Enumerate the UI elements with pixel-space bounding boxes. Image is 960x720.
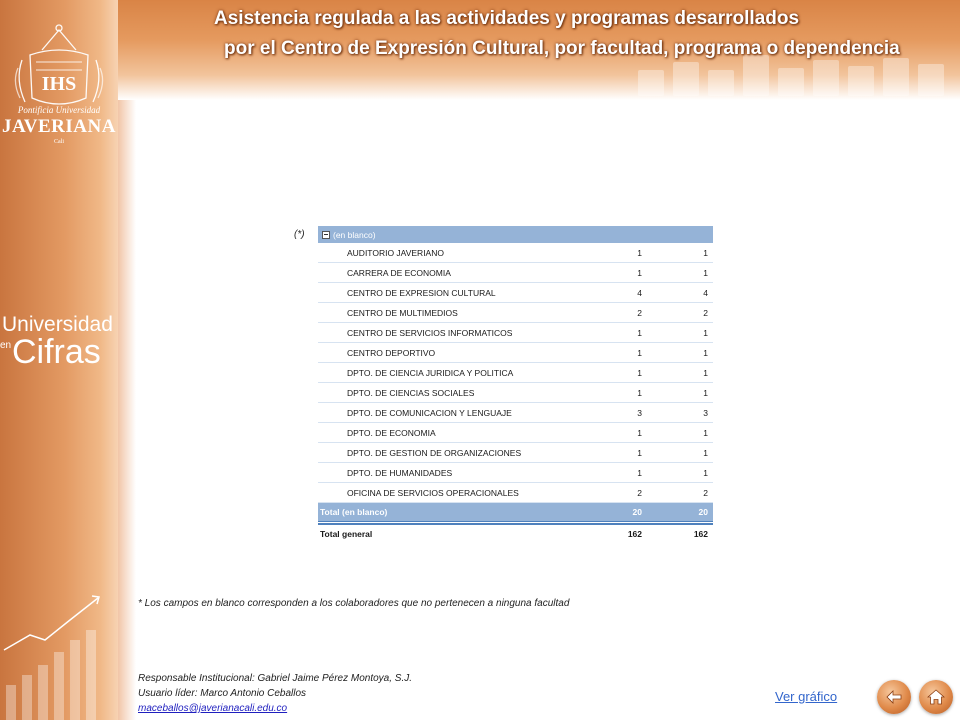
row-total: 1	[703, 327, 708, 338]
header-decoration	[918, 64, 944, 96]
table-row	[318, 343, 713, 363]
row-total: 4	[703, 287, 708, 298]
row-label: DPTO. DE CIENCIAS SOCIALES	[347, 387, 475, 398]
arrow-left-icon	[885, 690, 903, 704]
row-total: 1	[703, 467, 708, 478]
row-label: OFICINA DE SERVICIOS OPERACIONALES	[347, 487, 519, 498]
universidad-en-cifras-en: en	[0, 340, 12, 351]
row-total: 3	[703, 407, 708, 418]
ver-grafico-link[interactable]: Ver gráfico	[775, 689, 838, 704]
table-row	[318, 443, 713, 463]
grand-total-label: Total general	[320, 528, 373, 539]
row-total: 1	[703, 367, 708, 378]
table-row	[318, 243, 713, 263]
row-value: 2	[637, 487, 642, 498]
table-row	[318, 303, 713, 323]
home-icon	[927, 689, 945, 705]
home-button[interactable]	[919, 680, 953, 714]
row-total: 1	[703, 347, 708, 358]
header-decoration	[743, 55, 769, 96]
table-row	[318, 323, 713, 343]
subtotal-value: 20	[632, 507, 642, 517]
footer-credits	[138, 671, 412, 716]
email-link[interactable]: maceballos@javerianacali.edu.co	[138, 703, 288, 714]
page-title-line2: por el Centro de Expresión Cultural, por facultad, programa o dependencia	[224, 38, 900, 59]
row-value: 1	[637, 467, 642, 478]
subtotal-row	[318, 503, 713, 522]
row-value: 1	[637, 367, 642, 378]
table-row	[318, 263, 713, 283]
row-total: 1	[703, 387, 708, 398]
growth-chart-decoration-icon	[0, 590, 118, 720]
sidebar	[0, 0, 118, 720]
header-decoration	[673, 62, 699, 96]
table-body	[318, 243, 713, 503]
header-decoration	[883, 58, 909, 96]
row-value: 1	[637, 447, 642, 458]
row-label: CENTRO DE EXPRESION CULTURAL	[347, 287, 496, 298]
header-decoration	[848, 66, 874, 96]
universidad-en-cifras-word: Cifras	[12, 333, 101, 371]
grand-total-row	[318, 523, 713, 542]
usuario-lider-text: Usuario líder: Marco Antonio Ceballos	[138, 688, 307, 699]
row-total: 1	[703, 267, 708, 278]
responsable-text: Responsable Institucional: Gabriel Jaime Pérez Montoya, S.J.	[138, 673, 413, 684]
row-label: CARRERA DE ECONOMIA	[347, 267, 451, 278]
row-value: 2	[637, 307, 642, 318]
pivot-table	[318, 226, 713, 542]
row-label: DPTO. DE ECONOMIA	[347, 427, 436, 438]
row-label: DPTO. DE CIENCIA JURIDICA Y POLITICA	[347, 367, 514, 378]
row-total: 2	[703, 307, 708, 318]
university-name-line2: JAVERIANA	[2, 116, 116, 137]
row-total: 1	[703, 427, 708, 438]
university-name-line3: Cali	[54, 139, 64, 145]
header-decoration	[778, 68, 804, 96]
group-label: (en blanco)	[333, 229, 376, 240]
group-header[interactable]	[318, 226, 713, 243]
back-button[interactable]	[877, 680, 911, 714]
row-label: CENTRO DE MULTIMEDIOS	[347, 307, 458, 318]
university-name-line1: Pontificia Universidad	[17, 105, 101, 115]
row-value: 1	[637, 267, 642, 278]
page-title-line1: Asistencia regulada a las actividades y programas desarrollados	[214, 8, 800, 29]
row-value: 1	[637, 427, 642, 438]
row-total: 1	[703, 447, 708, 458]
row-value: 1	[637, 327, 642, 338]
table-row	[318, 403, 713, 423]
row-label: CENTRO DEPORTIVO	[347, 347, 436, 358]
subtotal-label: Total (en blanco)	[320, 507, 388, 517]
grand-total-value: 162	[627, 528, 642, 539]
table-row	[318, 483, 713, 503]
collapse-icon[interactable]	[322, 231, 330, 239]
grand-total-total: 162	[693, 528, 708, 539]
footnote-marker: (*)	[294, 229, 305, 240]
table-row	[318, 423, 713, 443]
row-total: 2	[703, 487, 708, 498]
row-value: 1	[637, 247, 642, 258]
header-decoration	[638, 70, 664, 96]
row-total: 1	[703, 247, 708, 258]
row-label: CENTRO DE SERVICIOS INFORMATICOS	[347, 327, 513, 338]
row-label: DPTO. DE HUMANIDADES	[347, 467, 453, 478]
row-value: 1	[637, 387, 642, 398]
table-row	[318, 383, 713, 403]
row-value: 4	[637, 287, 642, 298]
row-value: 3	[637, 407, 642, 418]
table-row	[318, 363, 713, 383]
row-label: DPTO. DE COMUNICACION Y LENGUAJE	[347, 407, 512, 418]
subtotal-total: 20	[698, 507, 708, 517]
universidad-en-cifras-title: Universidad	[2, 313, 113, 336]
table-row	[318, 283, 713, 303]
footnote-text: * Los campos en blanco corresponden a los colaboradores que no pertenecen a ninguna facultad	[138, 598, 570, 609]
table-row	[318, 463, 713, 483]
sidebar-shadow	[118, 0, 136, 720]
header-decoration	[708, 70, 734, 96]
svg-text:IHS: IHS	[41, 73, 77, 95]
row-label: DPTO. DE GESTION DE ORGANIZACIONES	[347, 447, 522, 458]
row-label: AUDITORIO JAVERIANO	[347, 247, 444, 258]
row-value: 1	[637, 347, 642, 358]
header-decoration	[813, 60, 839, 96]
